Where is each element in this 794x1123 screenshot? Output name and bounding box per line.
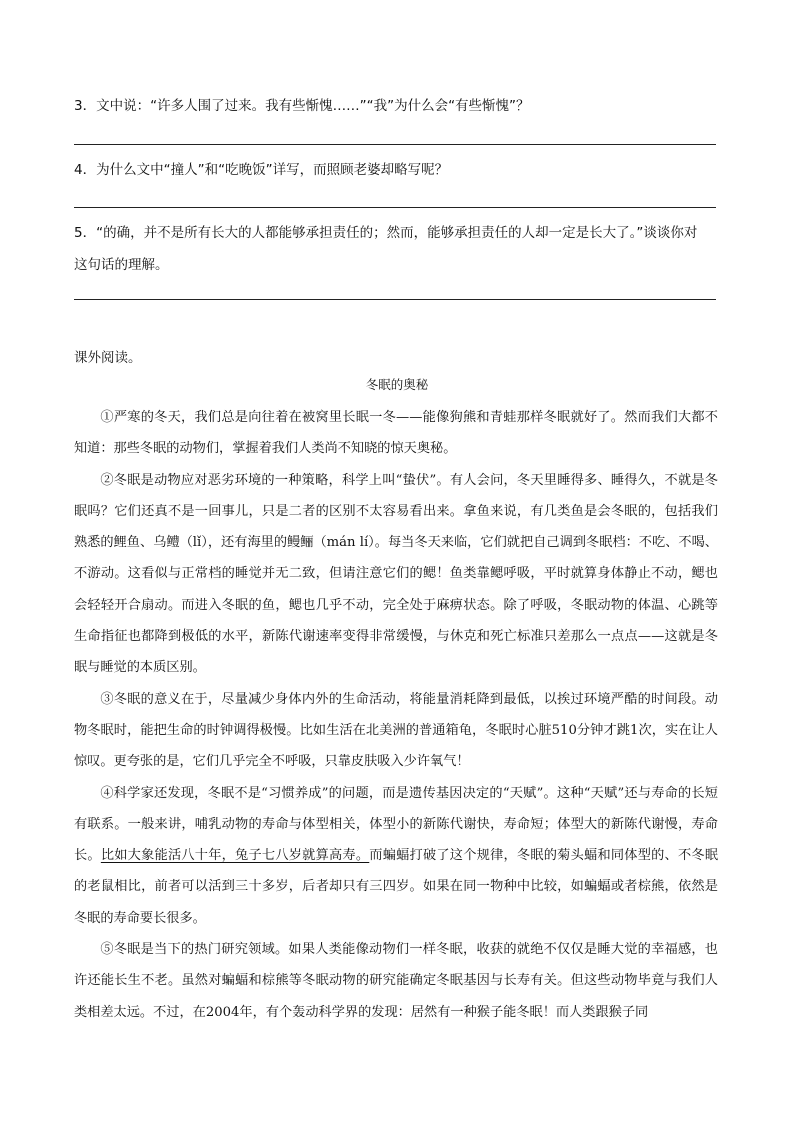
answer-line-q4[interactable] [74,207,716,208]
underlined-sentence: 比如大象能活八十年，兔子七八岁就算高寿。 [100,848,370,864]
paragraph-3: ③冬眠的意义在于，尽量减少身体内外的生命活动，将能量消耗降到最低，以挨过环境严酷的时间段。动物冬眠时，能把生命的时钟调得极慢。比如生活在北美洲的普通箱龟，冬眠时心脏510分钟才跳1次，实在让人惊叹。更夸张的是，它们几乎完全不呼吸，只靠皮肤吸入少许氧气！ [74,691,718,770]
question-5-line-2: 这句话的理解。 [74,257,169,273]
question-4: 4．为什么文中“撞人”和“吃晚饭”详写，而照顾老婆却略写呢？ [74,162,449,178]
article-title: 冬眠的奥秘 [365,377,429,392]
paragraph-2: ②冬眠是动物应对恶劣环境的一种策略，科学上叫“蛰伏”。有人会问，冬天里睡得多、睡得久，不就是冬眠吗？它们还真不是一回事儿，只是二者的区别不太容易看出来。拿鱼来说，有几类鱼是会冬眠的，包括我们熟悉的鲤鱼、乌鳢（lǐ），还有海里的鳗鲡（mán lí）。每当冬天来临，它们就把自己调到冬眠档：不吃、不喝、不游动。这看似与正常档的睡觉并无二致，但请注意它们的鳃！鱼类靠鳃呼吸，平时就算身体静止不动，鳃也会轻轻开合扇动。而进入冬眠的鱼，鳃也几乎不动，完全处于麻痹状态。除了呼吸，冬眠动物的体温、心跳等生命指征也都降到极低的水平，新陈代谢速率变得非常缓慢，与休克和死亡标准只差那么一点点——这就是冬眠与睡觉的本质区别。 [74,472,718,676]
question-3: 3．文中说：“许多人围了过来。我有些惭愧……”“我”为什么会“有些惭愧”？ [74,98,530,114]
paragraph-1: ①严寒的冬天，我们总是向往着在被窝里长眠一冬——能像狗熊和青蛙那样冬眠就好了。然而我们大都不知道：那些冬眠的动物们，掌握着我们人类尚不知晓的惊天奥秘。 [74,410,718,457]
paragraph-4-text-b: 而蝙蝠打破了这个规律，冬眠的菊头蝠和同体型的、不冬眠的老鼠相比，前者可以活到三十多岁，后者却只有三四岁。如果在同一物种中比较，如蝙蝠或者棕熊，依然是冬眠的寿命要长很多。 [74,848,719,926]
paragraph-5: ⑤冬眠是当下的热门研究领域。如果人类能像动物们一样冬眠，收获的就绝不仅仅是睡大觉的幸福感，也许还能长生不老。虽然对蝙蝠和棕熊等冬眠动物的研究能确定冬眠基因与长寿有关。但这些动物毕竟与我们人类相差太远。不过，在2004年，有个轰动科学界的发现：居然有一种猴子能冬眠！而人类跟猴子同 [74,942,718,1020]
answer-line-q5[interactable] [74,299,716,300]
paragraph-4-text-a: ④科学家还发现，冬眠不是“习惯养成”的问题，而是遗传基因决定的“天赋”。这种“天赋”还与寿命的长短有联系。一般来讲，哺乳动物的寿命与体型相关，体型小的新陈代谢快，寿命短；体型大的新陈代谢慢，寿命长。 [74,785,718,864]
question-5-line-1: 5．“的确，并不是所有长大的人都能够承担责任的；然而，能够承担责任的人却一定是长大了。”谈谈你对 [74,225,698,241]
article-body [74,402,718,1028]
section-label: 课外阅读。 [74,350,142,366]
paragraph-4 [74,778,718,934]
answer-line-q3[interactable] [74,144,716,145]
